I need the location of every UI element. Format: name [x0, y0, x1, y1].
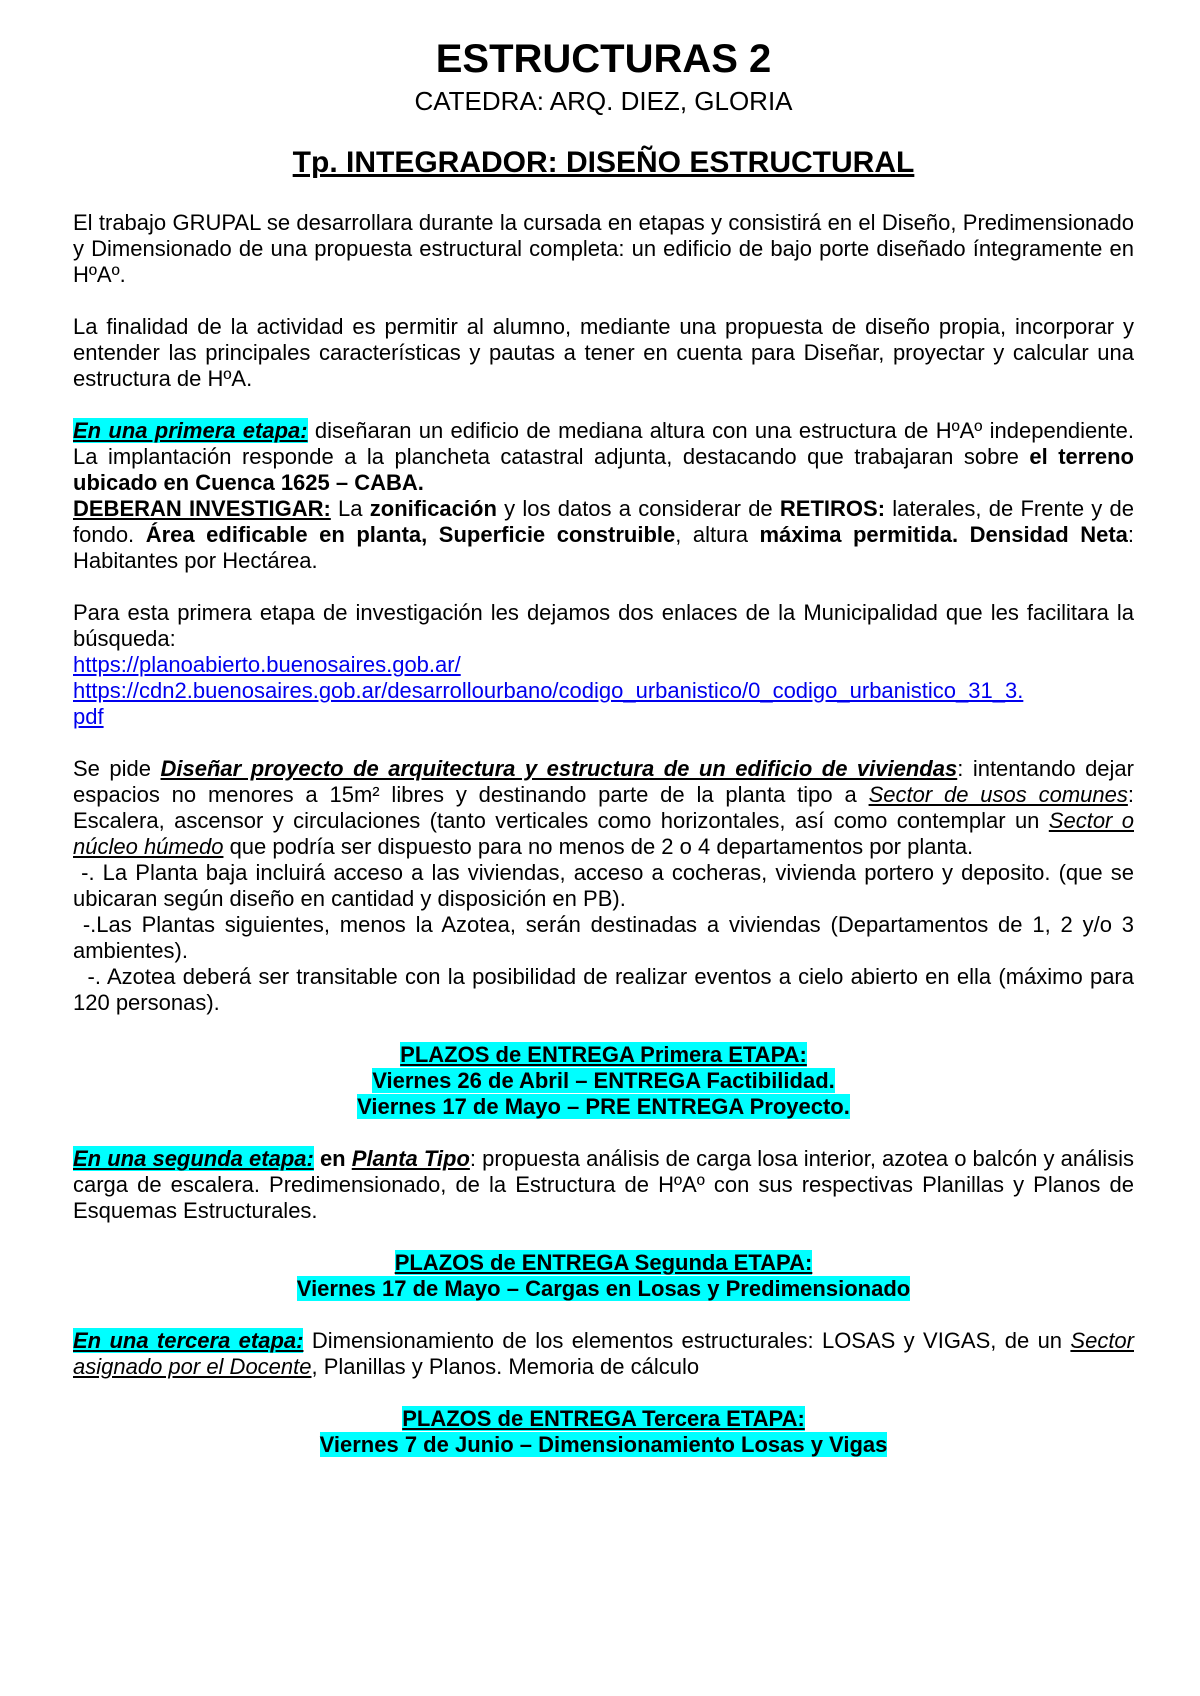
link-codigo-urbanistico-line2[interactable]: pdf: [73, 704, 104, 729]
request-text-1: : intentando dejar espacios no menores a 15m² libres y destinando parte de la planta tipo a: [73, 756, 1134, 807]
links-intro: Para esta primera etapa de investigación les dejamos dos enlaces de la Municipalidad que les facilitara la búsqueda:: [73, 600, 1134, 651]
deadlines1-line1-text: Viernes 26 de Abril – ENTREGA Factibilidad.: [372, 1068, 835, 1093]
request-text-2: : Escalera, ascensor y circulaciones (tanto verticales como horizontales, así como contemplar un: [73, 782, 1134, 833]
request-paragraph: [73, 756, 1134, 860]
stage1-paragraph: [73, 418, 1134, 496]
deadlines1-heading: [73, 1042, 1134, 1068]
request-lead: Se pide: [73, 756, 161, 781]
investigate-paragraph: [73, 496, 1134, 574]
deadlines3-heading: [73, 1406, 1134, 1432]
document-title: ESTRUCTURAS 2: [435, 37, 772, 81]
sector-asignado: Sector asignado por el Docente: [73, 1328, 1134, 1379]
request-text-3: que podría ser dispuesto para no menos de 2 o 4 departamentos por planta.: [223, 834, 974, 859]
investigate-text-5: : Habitantes por Hectárea.: [73, 522, 1135, 573]
intro-paragraph-1: El trabajo GRUPAL se desarrollara durante la cursada en etapas y consistirá en el Diseño, Predimensionado y Dimensionado de una propuesta estructural completa: un edificio de bajo porte diseñado íntegramente en HºAº.: [73, 210, 1134, 287]
investigate-text-2: y los datos a considerar de: [496, 496, 780, 521]
stage2-en: en: [313, 1146, 352, 1171]
area-term: Área edificable en planta, Superficie construible: [145, 522, 676, 547]
stage1-text: diseñaran un edificio de mediana altura con una estructura de HºAº independiente. La implantación responde a la plancheta catastral adjunta, destacando que trabajaran sobre: [73, 418, 1134, 469]
stage1-terrain: el terreno ubicado en Cuenca 1625 – CABA.: [73, 444, 1134, 495]
intro-paragraph-2: La finalidad de la actividad es permitir al alumno, mediante una propuesta de diseño propia, incorporar y entender las principales características y pautas a tener en cuenta para Diseñar, proyectar y calcular una estructura de HºA.: [73, 314, 1134, 391]
request-title: Diseñar proyecto de arquitectura y estructura de un edificio de viviendas: [160, 756, 958, 781]
request-item-2: -.Las Plantas siguientes, menos la Azotea, serán destinadas a viviendas (Departamentos de 1, 2 y/o 3 ambientes).: [73, 912, 1141, 963]
investigate-text-1: La: [330, 496, 370, 521]
deadlines2-heading-text: PLAZOS de ENTREGA Segunda ETAPA:: [394, 1250, 813, 1275]
stage2-label: En una segunda etapa:: [73, 1146, 314, 1171]
deadlines3-line1-text: Viernes 7 de Junio – Dimensionamiento Losas y Vigas: [319, 1432, 888, 1457]
request-item-3: -. Azotea deberá ser transitable con la posibilidad de realizar eventos a cielo abierto en ella (máximo para 120 personas).: [73, 964, 1141, 1015]
deadlines3-line1: [73, 1432, 1134, 1458]
link-codigo-urbanistico-line1[interactable]: https://cdn2.buenosaires.gob.ar/desarrollourbano/codigo_urbanistico/0_codigo_urbanistico_31_3.: [73, 678, 1024, 703]
deadlines2-heading: [73, 1250, 1134, 1276]
deadlines1-line2-text: Viernes 17 de Mayo – PRE ENTREGA Proyecto.: [357, 1094, 850, 1119]
sector-usos-comunes: Sector de usos comunes: [868, 782, 1128, 807]
sector-humedo: Sector o núcleo húmedo: [73, 808, 1134, 859]
stage3-label: En una tercera etapa:: [73, 1328, 304, 1353]
planta-tipo: Planta Tipo: [351, 1146, 470, 1171]
retiros-term: RETIROS:: [779, 496, 886, 521]
deadlines1-line2: [73, 1094, 1134, 1120]
zonificacion-term: zonificación: [369, 496, 497, 521]
deadlines2-line1-text: Viernes 17 de Mayo – Cargas en Losas y Predimensionado: [296, 1276, 911, 1301]
deadlines3-heading-text: PLAZOS de ENTREGA Tercera ETAPA:: [402, 1406, 805, 1431]
maxima-term: máxima permitida.: [759, 522, 959, 547]
stage3-paragraph: [73, 1328, 1134, 1380]
tp-title: Tp. INTEGRADOR: DISEÑO ESTRUCTURAL: [292, 146, 915, 179]
investigate-text-4: , altura: [675, 522, 760, 547]
link-planoabierto[interactable]: https://planoabierto.buenosaires.gob.ar/: [73, 652, 461, 677]
investigate-text-3: laterales, de Frente y de fondo.: [73, 496, 1134, 547]
stage2-text: : propuesta análisis de carga losa interior, azotea o balcón y análisis carga de escalera. Predimensionado, de la Estructura de HºAº con sus respectivas Planillas y Planos de Esquemas Estructurales.: [73, 1146, 1134, 1223]
stage3-text-a: Dimensionamiento de los elementos estructurales: LOSAS y VIGAS, de un: [303, 1328, 1071, 1353]
link-codigo-urbanistico[interactable]: [73, 678, 1134, 730]
stage2-paragraph: [73, 1146, 1134, 1224]
deadlines2-line1: [73, 1276, 1134, 1302]
stage3-text-b: , Planillas y Planos. Memoria de cálculo: [311, 1354, 700, 1379]
deadlines1-line1: [73, 1068, 1134, 1094]
investigate-label: DEBERAN INVESTIGAR:: [73, 496, 331, 521]
deadlines1-heading-text: PLAZOS de ENTREGA Primera ETAPA:: [400, 1042, 807, 1067]
stage1-label: En una primera etapa:: [73, 418, 308, 443]
densidad-term: Densidad Neta: [969, 522, 1128, 547]
document-subtitle: CATEDRA: ARQ. DIEZ, GLORIA: [414, 86, 793, 116]
request-item-1: -. La Planta baja incluirá acceso a las viviendas, acceso a cocheras, vivienda portero y deposito. (que se ubicaran según diseño en cantidad y disposición en PB).: [73, 860, 1141, 911]
